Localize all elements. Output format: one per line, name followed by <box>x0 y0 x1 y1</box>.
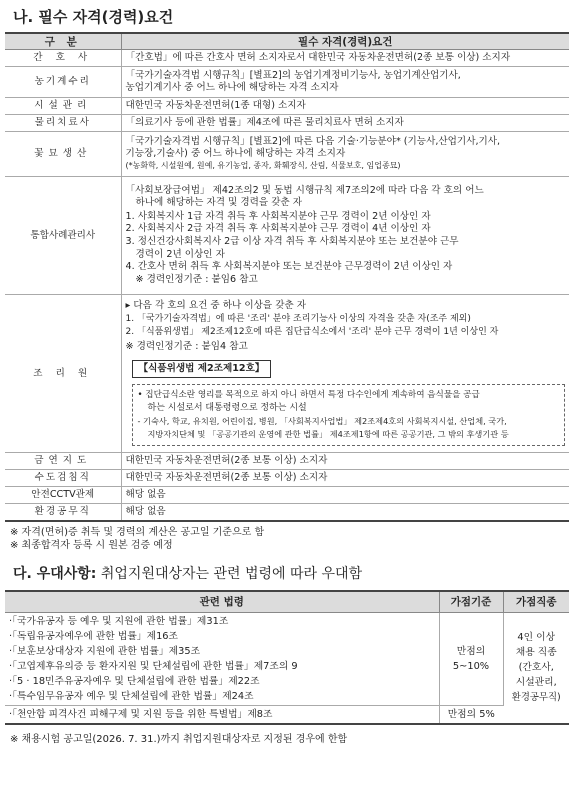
table-row <box>5 115 569 132</box>
jobs-value: 4인 이상 채용 직종 (간호사, 시설관리, 환경공무직) <box>511 632 561 703</box>
row-label: 안전CCTV관제 <box>5 487 121 504</box>
row-label: 환경공무직 <box>5 504 121 521</box>
row-text: 대한민국 자동차운전면허(2종 보통 이상) 소지자 <box>121 470 569 487</box>
law-list: ·「국가유공자 등 예우 및 지원에 관한 법률」제31조 ·「독립유공자예우에 관한 법률」제16조 ·「보훈보상대상자 지원에 관한 법률」제35조 ·「고엽제후유의증 등 환자지원 및 단체설립에 관한 법률」제7조의 9 ·「5 · 18민주유공자예우 및 단체설립에 관한 법률」제22조 ·「특수임무유공자 예우 및 단체설립에 관한 법률」제24조 <box>5 612 439 705</box>
header-category: 구 분 <box>5 33 121 50</box>
header-law: 관련 법령 <box>5 591 439 613</box>
table-row <box>5 98 569 115</box>
page <box>0 7 574 791</box>
table-row <box>5 67 569 98</box>
row-text: 「간호법」에 따른 간호사 면허 소지자로서 대한민국 자동차운전면허(2종 보통 이상) 소지자 <box>121 50 569 67</box>
row-label: 물리치료사 <box>5 115 121 132</box>
table-row <box>5 705 569 724</box>
row-label: 농기계수리 <box>5 67 121 98</box>
row-text: ▸ 다음 각 호의 요건 중 하나 이상을 갖춘 자 1. 「국가기술자격법」에 따른 '조리' 분야 조리기능사 이상의 자격을 갖춘 자(조주 제외) 2. 「식품위생법」 제2조제12호에 따른 집단급식소에서 '조리' 분야 근무 경력이 1년 이상인 자 ※ 경력인정기준 : 붙임4 참고 【식품위생법 제2조제12호】 • 집단급식소란 영리를 목적으로 하지 아니 하면서 특정 다수인에게 계속하여 음식물을 공급 하는 시설로서 대통령령으로 정하는 시설 - 기숙사, 학교, 유치원, 어린이집, 병원, 「사회복지사업법」 제2조제4호의 사회복지시설, 산업체, 국가, 지방자치단체 및 「공공기관의 운영에 관한 법률」 제4조제1항에 따른 공공기관, 그 밖의 후생기관 등 <box>121 295 569 453</box>
row-label: 조 리 원 <box>5 295 121 453</box>
law-box-title: 【식품위생법 제2조제12호】 <box>132 360 272 378</box>
points-last: 만점의 5% <box>439 705 503 724</box>
table-header-row <box>5 591 569 613</box>
row-text: 「사회보장급여법」 제42조의2 및 동법 시행규칙 제7조의2에 따라 다음 각 호의 어느 하나에 해당하는 자격 및 경력을 갖춘 자 1. 사회복지사 1급 자격 취득 후 사회복지분야 근무 경력이 2년 이상인 자 2. 사회복지사 2급 자격 취득 후 사회복지분야 근무 경력이 4년 이상인 자 3. 정신건강사회복지사 2급 이상 자격 취득 후 사회복지분야 또는 보건분야 근무 경력이 2년 이상인 자 4. 간호사 면허 취득 후 사회복지분야 또는 보건분야 근무경력이 2년 이상인 자 ※ 경력인정기준 : 붙임6 참고 <box>121 177 569 295</box>
table-row <box>5 453 569 470</box>
table-row <box>5 50 569 67</box>
law-box: • 집단급식소란 영리를 목적으로 하지 아니 하면서 특정 다수인에게 계속하여 음식물을 공급 하는 시설로서 대통령령으로 정하는 시설 - 기숙사, 학교, 유치원, 어린이집, 병원, 「사회복지사업법」 제2조제4호의 사회복지시설, 산업체, 국가, 지방자치단체 및 「공공기관의 운영에 관한 법률」 제4조제1항에 따른 공공기관, 그 밖의 후생기관 등 <box>132 384 566 446</box>
row-text: 대한민국 자동차운전면허(1종 대형) 소지자 <box>121 98 569 115</box>
row-label: 수도검침직 <box>5 470 121 487</box>
preferences-table <box>5 590 569 725</box>
row-label: 금연지도 <box>5 453 121 470</box>
notes <box>5 526 569 552</box>
note-line: ※ 자격(면허)증 취득 및 경력의 계산은 공고일 기준으로 함 <box>10 526 265 538</box>
row-label: 시설관리 <box>5 98 121 115</box>
header-requirements: 필수 자격(경력)요건 <box>121 33 569 50</box>
table-row <box>5 504 569 521</box>
row-text: 「국가기술자격법 시행규칙」[별표2]의 농업기계정비기능사, 농업기계산업기사, 농업기계기사 중 어느 하나에 해당하는 자격 소지자 <box>121 67 569 98</box>
table-row <box>5 470 569 487</box>
footnote: ※ 채용시험 공고일(2026. 7. 31.)까지 취업지원대상자로 지정된 경우에 한함 <box>10 733 348 745</box>
header-points: 가점기준 <box>439 591 503 613</box>
law-last: ·「천안함 피격사건 피해구제 및 지원 등을 위한 특별법」제8조 <box>5 705 439 724</box>
section-title-preferences: 다. 우대사항: 취업지원대상자는 관련 법령에 따라 우대함 <box>13 565 363 582</box>
row-label: 꽃묘생산 <box>5 132 121 177</box>
row-label: 통합사례관리사 <box>5 177 121 295</box>
table-header-row <box>5 33 569 50</box>
table-row <box>5 612 569 705</box>
row-text: 대한민국 자동차운전면허(2종 보통 이상) 소지자 <box>121 453 569 470</box>
row-text: 「의료기사 등에 관한 법률」제4조에 따른 물리치료사 면허 소지자 <box>121 115 569 132</box>
table-row <box>5 132 569 177</box>
table-row <box>5 295 569 453</box>
row-text: 「국가기술자격법 시행규칙」[별표2]에 따른 다음 기술·기능분야* (기능사,산업기사,기사, 기능장,기술사) 중 어느 하나에 해당하는 자격 소지자 (*농화학, 시설원예, 원예, 유기농업, 종자, 화훼장식, 산림, 식물보호, 임업종묘) <box>121 132 569 177</box>
table-row <box>5 487 569 504</box>
section-title-requirements: 나. 필수 자격(경력)요건 <box>13 8 174 26</box>
note-line: ※ 최종합격자 등록 시 원본 검증 예정 <box>10 539 173 551</box>
row-label: 간 호 사 <box>5 50 121 67</box>
table-row <box>5 177 569 295</box>
points-value: 만점의 5~10% <box>439 612 503 705</box>
row-text: 해당 없음 <box>121 504 569 521</box>
header-jobs: 가점직종 <box>503 591 569 613</box>
requirements-table <box>5 32 569 522</box>
row-text: 해당 없음 <box>121 487 569 504</box>
